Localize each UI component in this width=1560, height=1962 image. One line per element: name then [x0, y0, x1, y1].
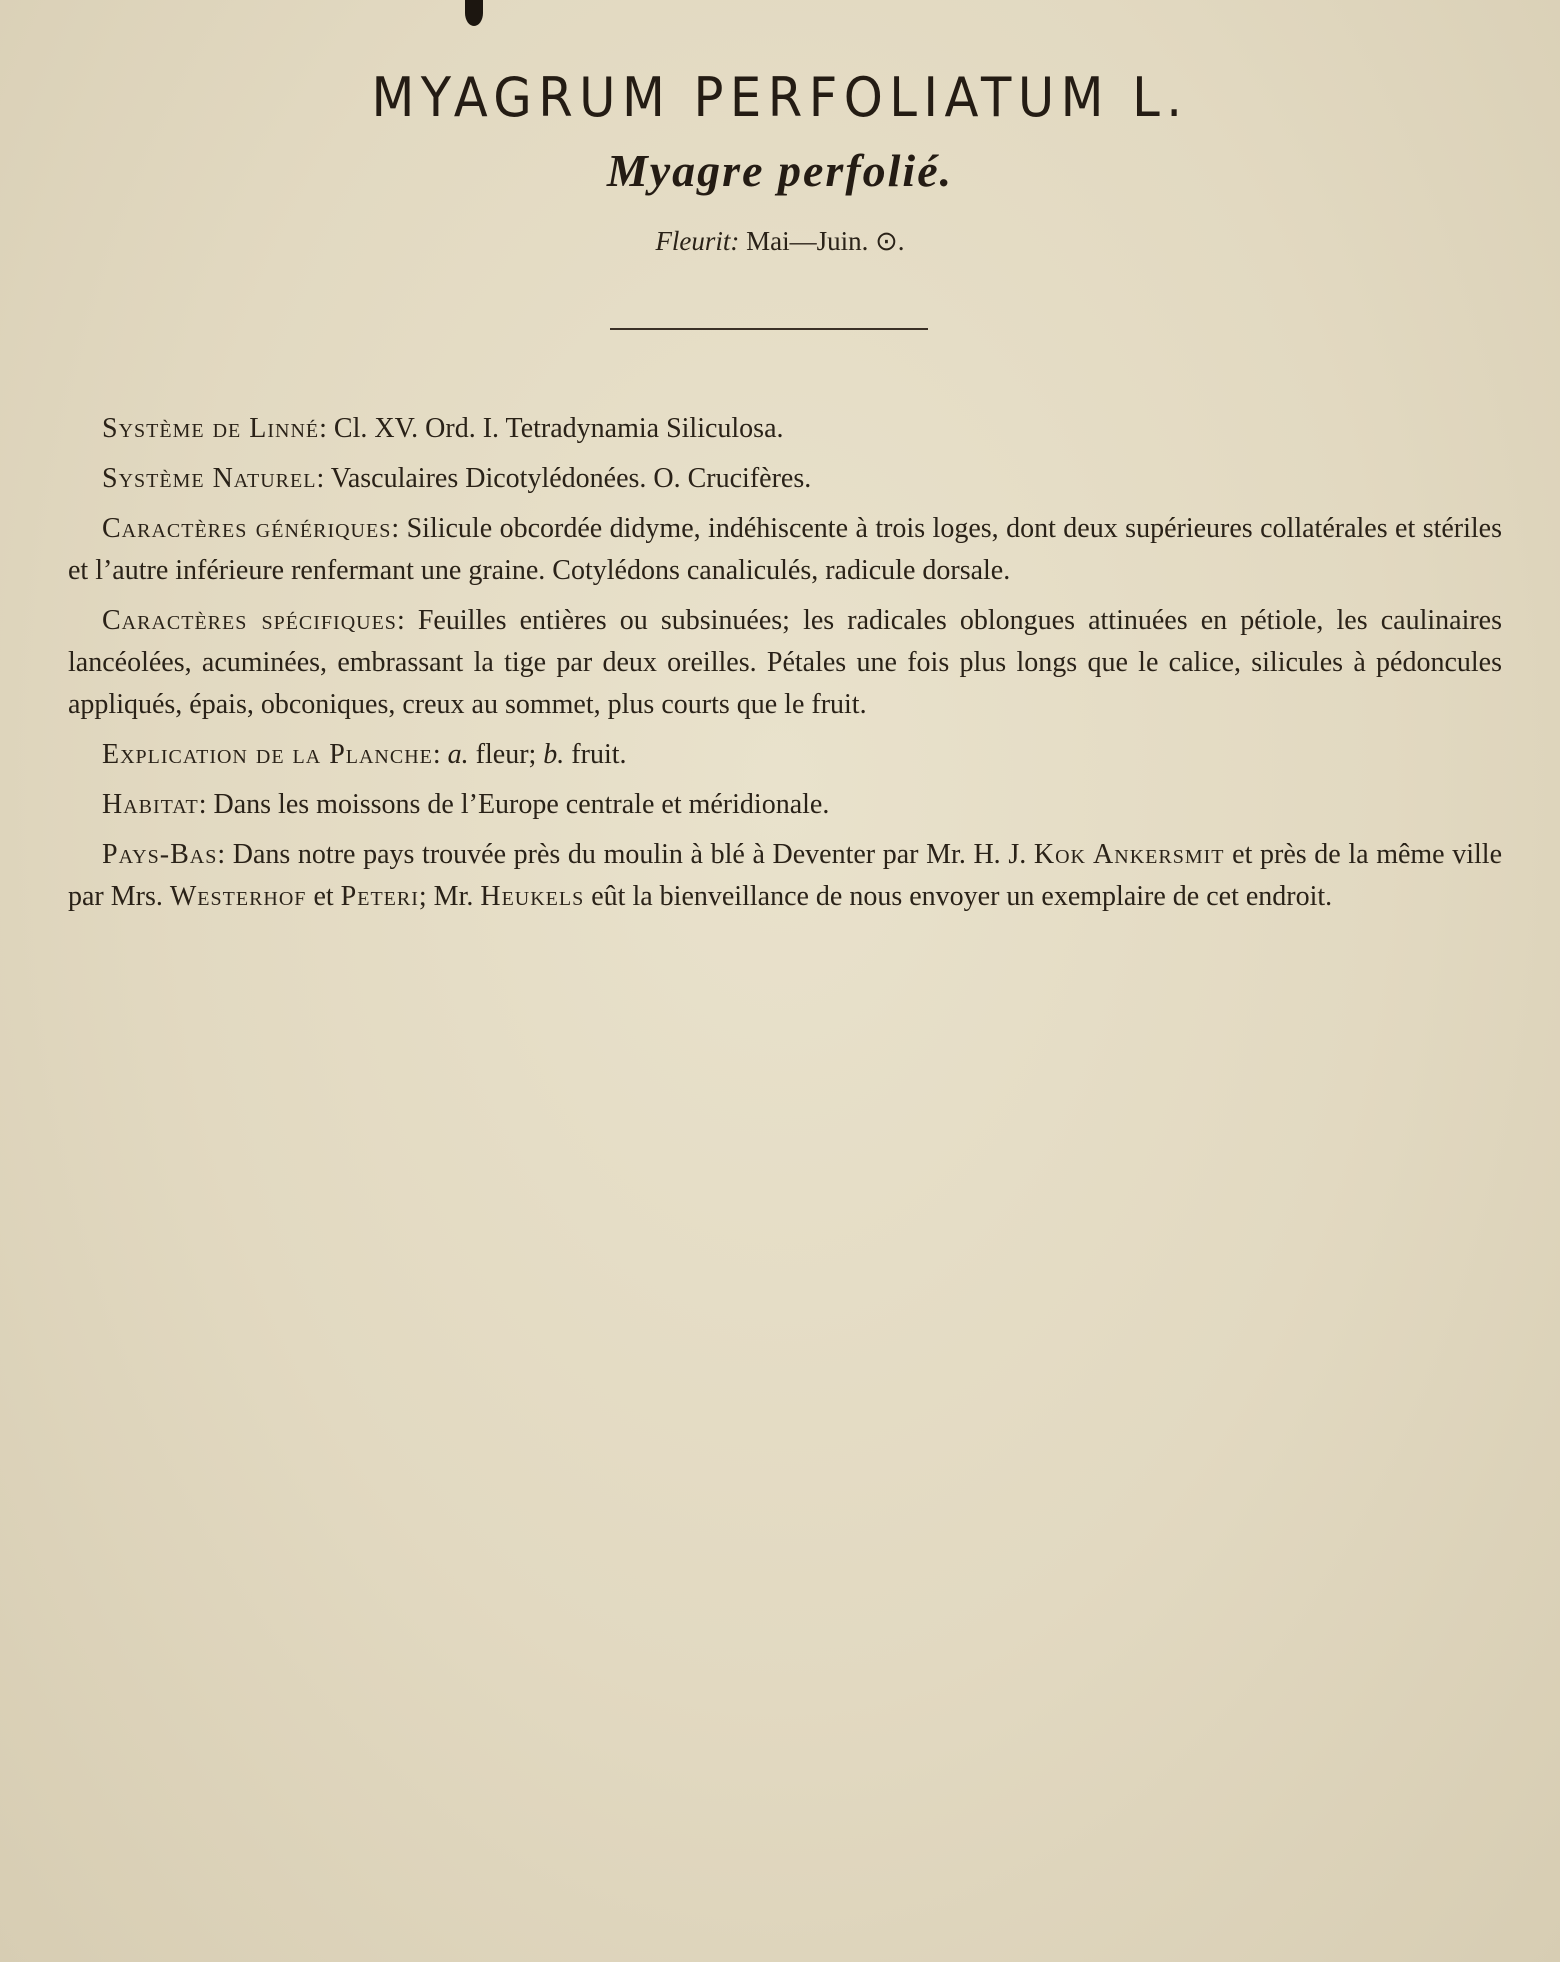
entry-text: et: [313, 881, 334, 912]
entry-text: Cl. XV. Ord. I. Tetradynamia Siliculosa.: [333, 413, 784, 444]
flowering-line: [0, 226, 1560, 257]
divider-rule: [610, 328, 928, 330]
person-name: Kok Ankersmit: [1033, 839, 1225, 870]
plate-letter-a: a.: [447, 739, 469, 770]
entry-label: Système Naturel: [102, 463, 317, 494]
entry-text: Dans notre pays trouvée près du moulin à blé à Deventer par Mr. H. J.: [232, 839, 1027, 870]
entry-label: Caractères génériques: [102, 513, 392, 544]
description-body: [68, 408, 1502, 926]
entry-text: eût la bienveillance de nous envoyer un exemplaire de cet endroit.: [591, 881, 1333, 912]
entry-label: Explication de la Planche: [102, 739, 433, 770]
entry-specifiques: Caractères spécifiques: Feuilles entières ou subsinuées; les radicales oblongues attinuées en pétiole, les caulinaires lancéolées, acuminées, embrassant la tige par deux oreilles. Pétales une fois plus longs que le calice, silicules à pédoncules appliqués, épais, obconiques, creux au sommet, plus courts que le fruit.: [68, 605, 1503, 720]
plate-text-a: fleur;: [475, 739, 537, 770]
entry-label: Système de Linné: [102, 413, 320, 444]
entry-generiques: Caractères génériques: Silicule obcordée didyme, indéhiscente à trois loges, dont deux supérieures collatérales et stériles et l’autre inférieure renfermant une graine. Cotylédons canaliculés, radicule dorsale.: [68, 513, 1503, 586]
entry-label: Caractères spécifiques: [102, 605, 397, 636]
entry-text: Vasculaires Dicotylédonées. O. Crucifères.: [330, 463, 812, 494]
person-name: Heukels: [480, 881, 585, 912]
flowering-value: Mai—Juin. ⊙.: [746, 226, 905, 256]
entry-habitat: Habitat: Dans les moissons de l’Europe centrale et méridionale.: [102, 789, 830, 820]
ink-spot: [465, 0, 483, 26]
entry-text: et près de la même ville par Mrs.: [68, 839, 1503, 912]
flowering-label: Fleurit:: [655, 226, 740, 256]
entry-text: Silicule obcordée didyme, indéhiscente à trois loges, dont deux supérieures collatérales et stériles et l’autre inférieure renfermant une graine. Cotylédons canaliculés, radicule dorsale.: [68, 513, 1503, 586]
entry-label: Pays-Bas: [102, 839, 218, 870]
entry-linne: Système de Linné: Cl. XV. Ord. I. Tetradynamia Siliculosa.: [102, 413, 784, 444]
page-title: MYAGRUM PERFOLIATUM L.: [371, 66, 1189, 129]
entry-pays-bas: Pays-Bas: Dans notre pays trouvée près du moulin à blé à Deventer par Mr. H. J. Kok Ankersmit et près de la même ville par Mrs. Westerhof et Peteri; Mr. Heukels eût la bienveillance de nous envoyer un exemplaire de cet endroit.: [68, 839, 1503, 912]
plate-letter-b: b.: [543, 739, 565, 770]
entry-label: Habitat: [102, 789, 199, 820]
entry-text: Dans les moissons de l’Europe centrale et méridionale.: [213, 789, 830, 820]
entry-text: Feuilles entières ou subsinuées; les radicales oblongues attinuées en pétiole, les caulinaires lancéolées, acuminées, embrassant la tige par deux oreilles. Pétales une fois plus longs que le calice, silicules à pédoncules appliqués, épais, obconiques, creux au sommet, plus courts que le fruit.: [68, 605, 1503, 720]
person-name: Westerhof: [169, 881, 307, 912]
entry-naturel: Système Naturel: Vasculaires Dicotylédonées. O. Crucifères.: [102, 463, 812, 494]
entry-planche: Explication de la Planche: a. fleur; b. fruit.: [102, 739, 627, 770]
plate-text-b: fruit.: [571, 739, 627, 770]
person-name: Peteri: [340, 881, 419, 912]
page-subtitle: Myagre perfolié.: [606, 145, 954, 196]
entry-text: ; Mr.: [418, 881, 474, 912]
